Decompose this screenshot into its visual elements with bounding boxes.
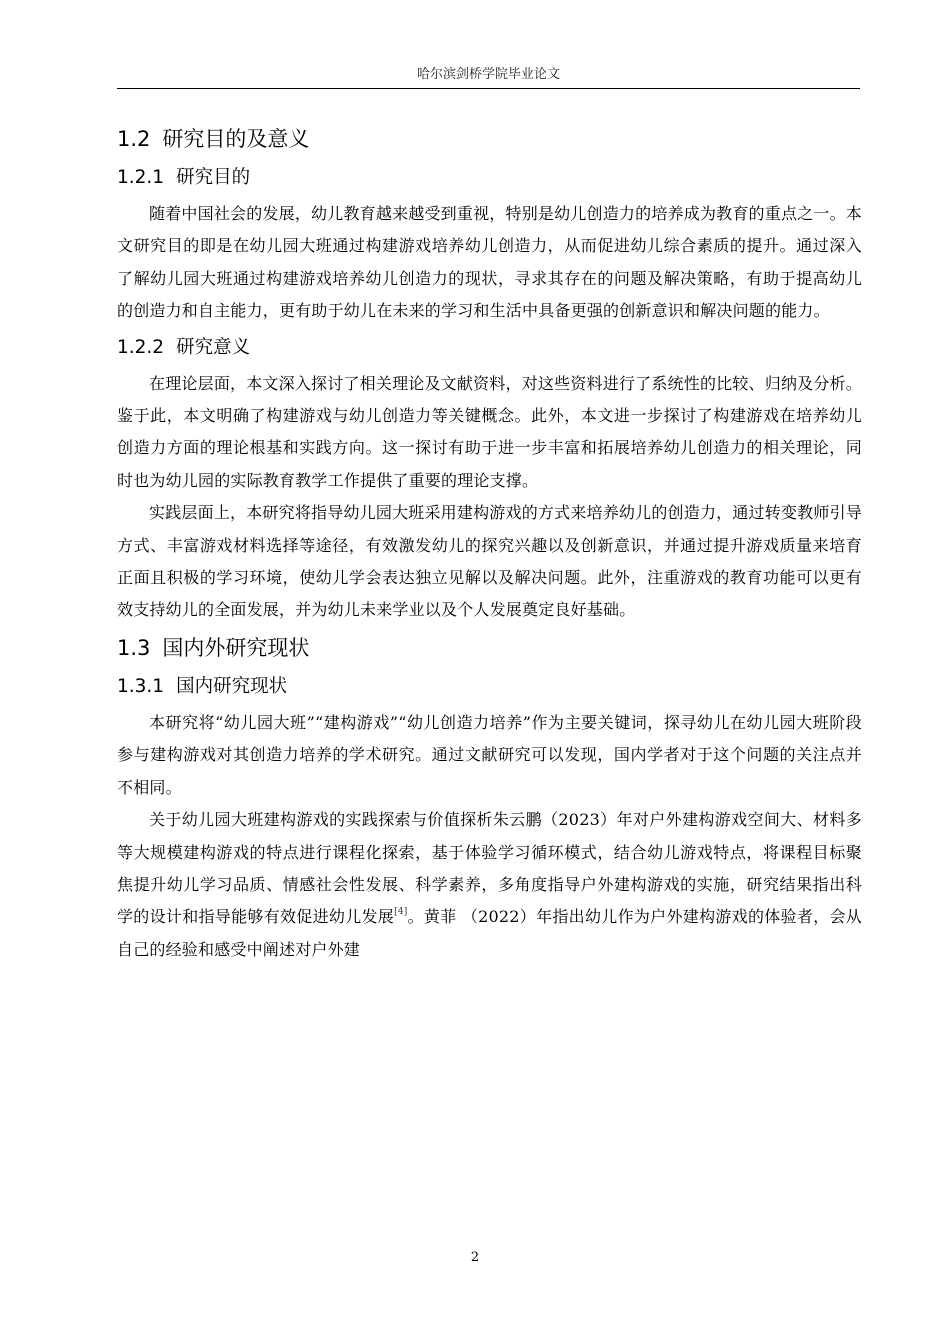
subsection-number: 1.2.2 (117, 336, 165, 358)
paragraph: 在理论层面，本文深入探讨了相关理论及文献资料，对这些资料进行了系统性的比较、归纳及分析。鉴于此，本文明确了构建游戏与幼儿创造力等关键概念。此外，本文进一步探讨了构建游戏在培养幼儿创造力方面的理论根基和实践方向。这一探讨有助于进一步丰富和拓展培养幼儿创造力的相关理论，同时也为幼儿园的实际教育教学工作提供了重要的理论支撑。 (117, 373, 862, 490)
subsection-title: 研究意义 (176, 336, 251, 358)
section-heading-1-3 (117, 633, 862, 663)
subsection-title: 国内研究现状 (176, 675, 288, 697)
section-heading-1-2 (117, 124, 862, 154)
subsection-number: 1.3.1 (117, 675, 165, 697)
section-number: 1.2 (117, 127, 151, 151)
page-number: 2 (470, 1250, 480, 1265)
running-header: 哈尔滨剑桥学院毕业论文 (416, 67, 560, 82)
paragraph: 实践层面上，本研究将指导幼儿园大班采用建构游戏的方式来培养幼儿的创造力，通过转变教师引导方式、丰富游戏材料选择等途径，有效激发幼儿的探究兴趣以及创新意识，并通过提升游戏质量来培育正面且积极的学习环境，使幼儿学会表达独立见解以及解决问题。此外，注重游戏的教育功能可以更有效支持幼儿的全面发展，并为幼儿未来学业以及个人发展奠定良好基础。 (117, 503, 862, 620)
paragraph: 随着中国社会的发展，幼儿教育越来越受到重视，特别是幼儿创造力的培养成为教育的重点之一。本文研究目的即是在幼儿园大班通过构建游戏培养幼儿创造力，从而促进幼儿综合素质的提升。通过深入了解幼儿园大班通过构建游戏培养幼儿创造力的现状，寻求其存在的问题及解决策略，有助于提高幼儿的创造力和自主能力，更有助于幼儿在未来的学习和生活中具备更强的创新意识和解决问题的能力。 (117, 204, 862, 321)
section-number: 1.3 (117, 635, 151, 660)
paragraph-text: 。黄菲 （2022）年指出幼儿作为户外建构游戏的体验者，会从自己的经验和感受中阐述对户外建 (117, 907, 862, 959)
paragraph: 本研究将“幼儿园大班”“建构游戏”“幼儿创造力培养”作为主要关键词，探寻幼儿在幼儿园大班阶段参与建构游戏对其创造力培养的学术研究。通过文献研究可以发现，国内学者对于这个问题的关注点并不相同。 (117, 712, 862, 797)
subsection-heading-1-2-2 (117, 334, 862, 362)
paragraph-text: 关于幼儿园大班建构游戏的实践探索与价值探析朱云鹏（2023）年对户外建构游戏空间大、材料多等大规模建构游戏的特点进行课程化探索，基于体验学习循环模式，结合幼儿游戏特点，将课程目标聚焦提升幼儿学习品质、情感社会性发展、科学素养，多角度指导户外建构游戏的实施，研究结果指出科学的设计和指导能够有效促进幼儿发展 (117, 810, 862, 927)
subsection-heading-1-2-1 (117, 164, 862, 192)
citation-ref[interactable]: [4] (394, 907, 408, 918)
paragraph-with-citation (117, 804, 862, 966)
subsection-number: 1.2.1 (117, 167, 165, 188)
subsection-title: 研究目的 (176, 167, 251, 188)
section-title: 研究目的及意义 (162, 127, 310, 151)
subsection-heading-1-3-1 (117, 673, 862, 701)
section-title: 国内外研究现状 (162, 635, 310, 660)
page-body (117, 118, 862, 966)
header-divider (117, 88, 860, 89)
